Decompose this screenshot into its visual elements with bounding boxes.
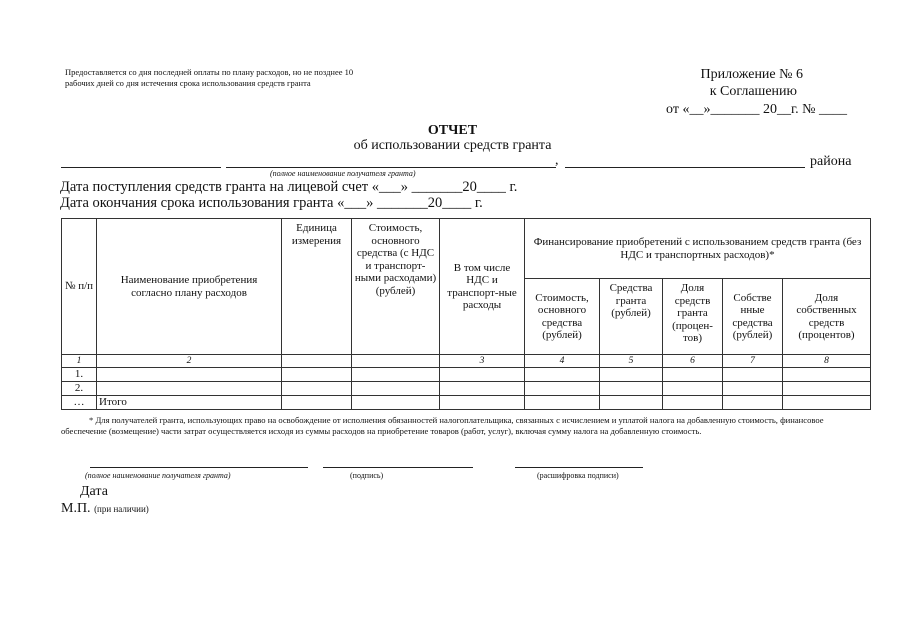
table-cell[interactable] xyxy=(282,382,352,396)
signature-decode-caption: (расшифровка подписи) xyxy=(537,471,619,480)
signature-sign-line xyxy=(323,467,473,468)
district-label: района xyxy=(810,154,852,169)
recipient-name-line-left xyxy=(61,167,221,168)
table-cell[interactable] xyxy=(600,396,663,410)
table-cell[interactable] xyxy=(723,382,783,396)
stamp-note: (при наличии) xyxy=(94,504,149,514)
row-num: … xyxy=(62,396,97,410)
report-subtitle: об использовании средств гранта xyxy=(353,138,552,153)
stamp-label-text: М.П. xyxy=(61,501,91,516)
table-cell[interactable] xyxy=(723,368,783,382)
row-name-total: Итого xyxy=(97,396,282,410)
table-cell[interactable] xyxy=(525,368,600,382)
table-cell[interactable] xyxy=(352,368,440,382)
header-sub-grant-pct: Доля средств гранта (процен-тов) xyxy=(663,279,723,355)
col-number xyxy=(282,355,352,368)
header-num: № п/п xyxy=(62,219,97,355)
col-number: 8 xyxy=(783,355,871,368)
recipient-caption: (полное наименование получателя гранта) xyxy=(270,169,416,178)
date-end: Дата окончания срока использования гранта «___» _______20____ г. xyxy=(60,195,483,211)
row-num: 1. xyxy=(62,368,97,382)
col-number: 2 xyxy=(97,355,282,368)
header-sub-cost: Стоимость, основного средства (рублей) xyxy=(525,279,600,355)
col-number: 6 xyxy=(663,355,723,368)
table-cell[interactable] xyxy=(282,396,352,410)
col-number: 7 xyxy=(723,355,783,368)
header-sub-own: Собстве нные средства (рублей) xyxy=(723,279,783,355)
row-name[interactable] xyxy=(97,382,282,396)
table-cell[interactable] xyxy=(663,396,723,410)
report-title: ОТЧЕТ xyxy=(427,123,478,138)
header-sub-grant: Средства гранта (рублей) xyxy=(600,279,663,355)
row-num: 2. xyxy=(62,382,97,396)
signature-decode-line xyxy=(515,467,643,468)
date-received: Дата поступления средств гранта на лицевой счет «___» _______20____ г. xyxy=(60,179,518,195)
table-cell[interactable] xyxy=(600,368,663,382)
stamp-label xyxy=(61,501,149,517)
table-cell[interactable] xyxy=(525,382,600,396)
header-cost: Стоимость, основного средства (с НДС и транспорт-ными расходами) (рублей) xyxy=(352,219,440,355)
table-cell[interactable] xyxy=(663,382,723,396)
table-row xyxy=(62,382,871,396)
table-cell[interactable] xyxy=(600,382,663,396)
report-table xyxy=(61,218,871,410)
signature-name-line xyxy=(90,467,308,468)
recipient-name-line-right xyxy=(226,167,556,168)
signature-sign-caption: (подпись) xyxy=(350,471,384,480)
col-number: 4 xyxy=(525,355,600,368)
table-cell[interactable] xyxy=(440,382,525,396)
col-number xyxy=(352,355,440,368)
table-cell[interactable] xyxy=(352,382,440,396)
date-label: Дата xyxy=(80,484,108,499)
header-unit: Единица измерения xyxy=(282,219,352,355)
appendix-line-1: Приложение № 6 xyxy=(700,67,803,82)
footnote: * Для получателей гранта, использующих право на освобождение от исполнения обязанностей налогоплательщика, связанных с исчислением и уплатой налога на добавленную стоимость, финансовое обеспечение (возмещение) части затрат осуществляется исходя из суммы расходов на приобретение товаров (работ, услуг), включая сумму налога на добавленную стоимость. xyxy=(61,415,824,436)
submission-note: Предоставляется со дня последней оплаты по плану расходов, но не позднее 10 рабочих дней со дня истечения срока использования средств гранта xyxy=(65,67,354,88)
table-cell[interactable] xyxy=(783,368,871,382)
district-line xyxy=(565,167,805,168)
table-cell[interactable] xyxy=(352,396,440,410)
row-name[interactable] xyxy=(97,368,282,382)
table-cell[interactable] xyxy=(663,368,723,382)
header-sub-own-pct: Доля собственных средств (процентов) xyxy=(783,279,871,355)
header-financing: Финансирование приобретений с использованием средств гранта (без НДС и транспортных расходов)* xyxy=(525,219,871,279)
col-number: 3 xyxy=(440,355,525,368)
table-cell[interactable] xyxy=(525,396,600,410)
table-row xyxy=(62,368,871,382)
appendix-line-3: от «__»_______ 20__г. № ____ xyxy=(666,102,847,117)
header-vat: В том числе НДС и транспорт-ные расходы xyxy=(440,219,525,355)
table-cell[interactable] xyxy=(440,368,525,382)
table-cell[interactable] xyxy=(440,396,525,410)
appendix-line-2: к Соглашению xyxy=(709,84,797,99)
table-cell[interactable] xyxy=(783,396,871,410)
recipient-comma: , xyxy=(555,153,559,168)
table-cell[interactable] xyxy=(282,368,352,382)
signature-name-caption: (полное наименование получателя гранта) xyxy=(85,471,231,480)
table-cell[interactable] xyxy=(783,382,871,396)
table-cell[interactable] xyxy=(723,396,783,410)
table-row-total xyxy=(62,396,871,410)
col-number: 1 xyxy=(62,355,97,368)
header-name: Наименование приобретения согласно плану расходов xyxy=(97,219,282,355)
col-number: 5 xyxy=(600,355,663,368)
column-number-row xyxy=(62,355,871,368)
